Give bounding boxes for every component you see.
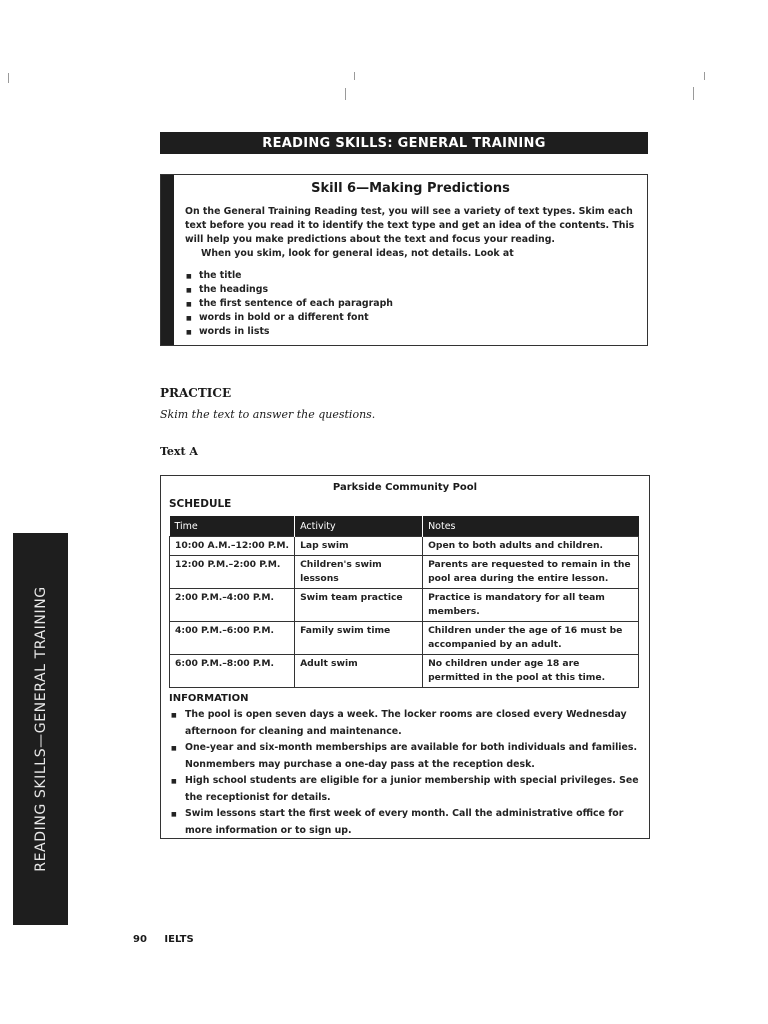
skill-title: Skill 6—Making Predictions xyxy=(311,181,510,196)
list-item: ■ the title xyxy=(199,269,393,283)
scan-mark xyxy=(693,87,694,100)
practice-heading: PRACTICE xyxy=(160,386,232,400)
scan-mark xyxy=(354,72,355,80)
pool-title: Parkside Community Pool xyxy=(332,482,478,493)
activity-cell: Children's swim lessons xyxy=(295,556,423,589)
activity-cell: Lap swim xyxy=(295,537,423,556)
notes-cell: Parents are requested to remain in the pool area during the entire lesson. xyxy=(423,556,639,589)
book-title: IELTS xyxy=(164,934,194,945)
time-cell: 4:00 P.M.–6:00 P.M. xyxy=(170,622,295,655)
time-cell: 10:00 A.M.–12:00 P.M. xyxy=(170,537,295,556)
time-cell: 6:00 P.M.–8:00 P.M. xyxy=(170,655,295,688)
list-item: ■ The pool is open seven days a week. The locker rooms are closed every Wednesday afternoon for cleaning and maintenance. xyxy=(185,707,641,740)
pool-notice xyxy=(160,475,650,839)
list-item: ■ High school students are eligible for a junior membership with special privileges. See the receptionist for details. xyxy=(185,773,641,806)
column-header-time: Time xyxy=(170,516,295,537)
activity-cell: Family swim time xyxy=(295,622,423,655)
table-row xyxy=(170,537,639,556)
information-label: INFORMATION xyxy=(169,693,249,704)
table-row xyxy=(170,622,639,655)
table-header-row xyxy=(170,516,639,537)
schedule-label: SCHEDULE xyxy=(169,498,232,510)
schedule-table xyxy=(169,516,639,688)
time-cell: 2:00 P.M.–4:00 P.M. xyxy=(170,589,295,622)
skill-box xyxy=(160,174,648,346)
column-header-activity: Activity xyxy=(295,516,423,537)
page-number: 90 xyxy=(133,934,147,945)
time-cell: 12:00 P.M.–2:00 P.M. xyxy=(170,556,295,589)
scan-mark xyxy=(345,88,346,100)
skill-paragraph-text: On the General Training Reading test, you will see a variety of text types. Skim each text before you read it to identify the text type and get an idea of the contents. This will help you make predictions about the text and focus your reading. xyxy=(185,206,635,245)
list-item: ■ Swim lessons start the first week of every month. Call the administrative office for more information or to sign up. xyxy=(185,806,641,839)
information-list xyxy=(185,707,641,839)
page-footer xyxy=(133,934,194,945)
notes-cell: No children under age 18 are permitted in the pool at this time. xyxy=(423,655,639,688)
notes-cell: Practice is mandatory for all team members. xyxy=(423,589,639,622)
skill-box-accent-bar xyxy=(161,175,174,345)
section-banner-title: READING SKILLS: GENERAL TRAINING xyxy=(262,135,546,151)
scan-mark xyxy=(8,73,9,83)
list-item: ■ the headings xyxy=(199,283,393,297)
practice-instruction: Skim the text to answer the questions. xyxy=(160,408,376,421)
skill-paragraph xyxy=(185,205,637,261)
notes-cell: Children under the age of 16 must be accompanied by an adult. xyxy=(423,622,639,655)
text-label: Text A xyxy=(160,445,198,458)
list-item: ■ the first sentence of each paragraph xyxy=(199,297,393,311)
activity-cell: Adult swim xyxy=(295,655,423,688)
side-section-label: READING SKILLS—GENERAL TRAINING xyxy=(32,586,49,872)
skill-paragraph-second: When you skim, look for general ideas, not details. Look at xyxy=(201,248,514,259)
skim-list xyxy=(199,269,393,339)
table-row xyxy=(170,655,639,688)
side-section-tab xyxy=(13,533,68,925)
section-banner xyxy=(160,132,648,154)
activity-cell: Swim team practice xyxy=(295,589,423,622)
table-row xyxy=(170,556,639,589)
list-item: ■ words in bold or a different font xyxy=(199,311,393,325)
scan-mark xyxy=(704,72,705,80)
list-item: ■ One-year and six-month memberships are available for both individuals and families. Nonmembers may purchase a one-day pass at the reception desk. xyxy=(185,740,641,773)
column-header-notes: Notes xyxy=(423,516,639,537)
notes-cell: Open to both adults and children. xyxy=(423,537,639,556)
table-row xyxy=(170,589,639,622)
list-item: ■ words in lists xyxy=(199,325,393,339)
